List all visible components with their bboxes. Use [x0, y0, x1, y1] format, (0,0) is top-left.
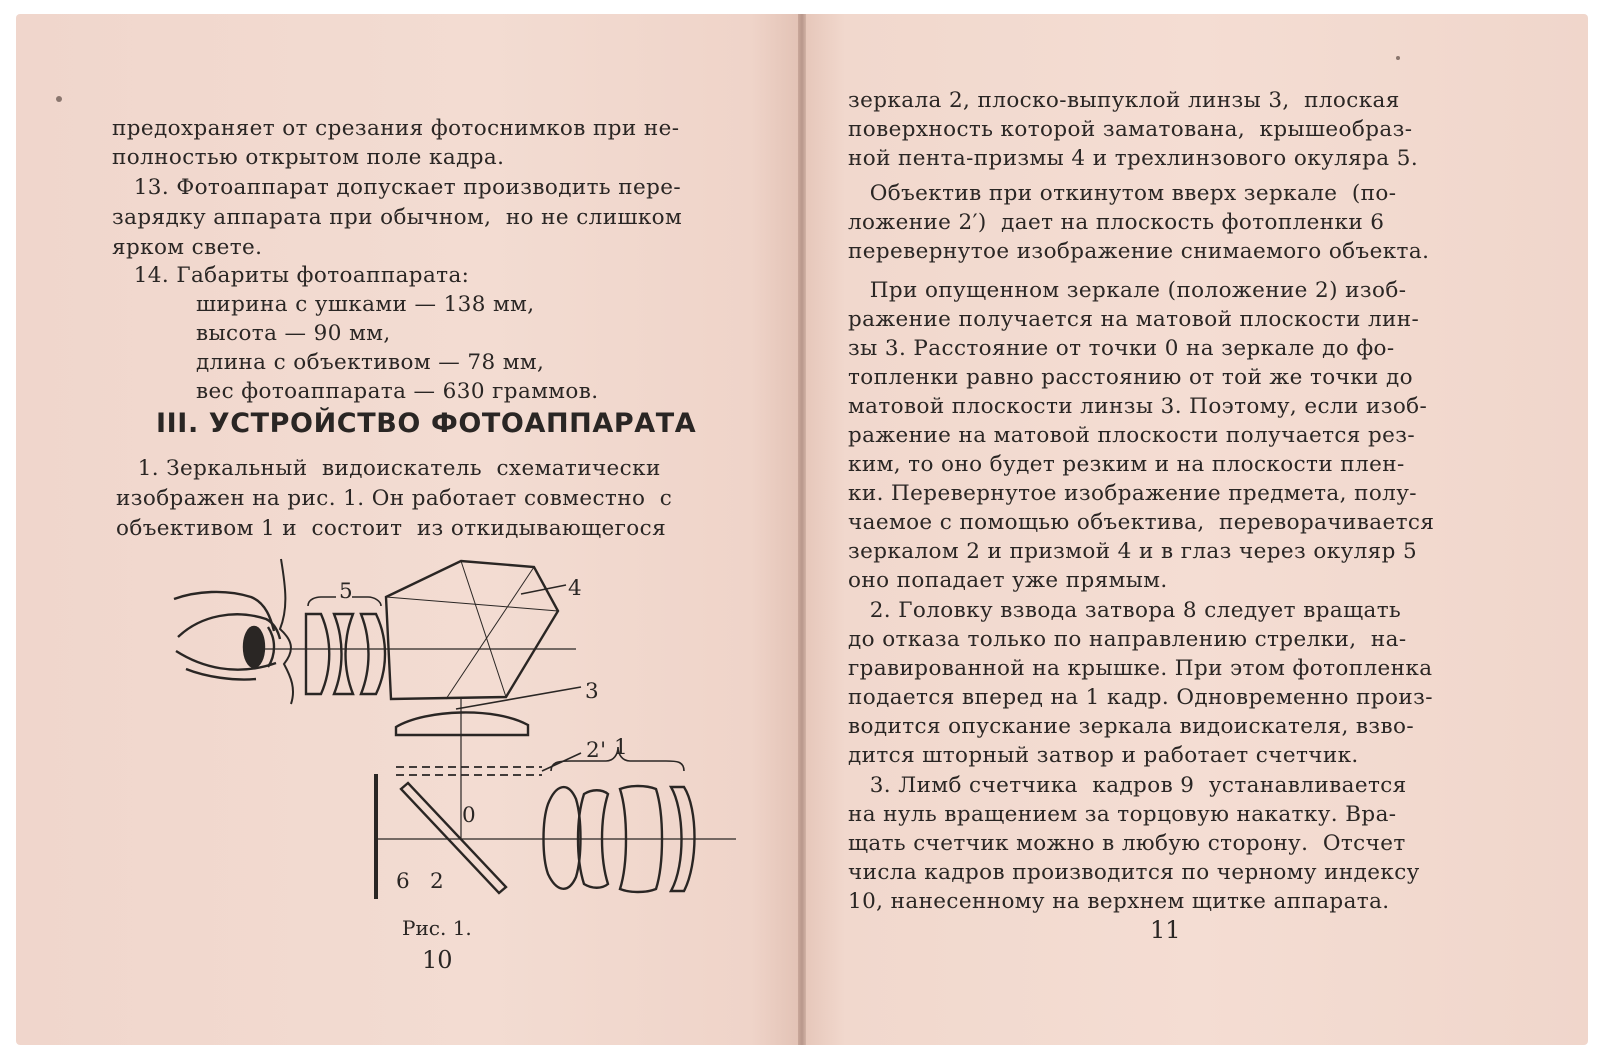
book-gutter: [798, 14, 806, 1045]
left-line: 13. Фотоаппарат допускает производить пере-: [112, 175, 682, 200]
dimension-line: высота — 90 мм,: [196, 321, 391, 346]
right-line: ким, то оно будет резким и на плоскости плен-: [848, 452, 1405, 477]
figure-label-5: 5: [339, 579, 354, 604]
right-line: подается вперед на 1 кадр. Одновременно произ-: [848, 685, 1433, 710]
left-line: предохраняет от срезания фотоснимков при не-: [112, 116, 680, 141]
right-line: чаемое с помощью объектива, переворачивается: [848, 510, 1435, 535]
figure-label-0: 0: [462, 803, 477, 828]
left-line: 14. Габариты фотоаппарата:: [112, 263, 470, 288]
dimension-line: ширина с ушками — 138 мм,: [196, 292, 535, 317]
right-line: ки. Перевернутое изображение предмета, полу-: [848, 481, 1417, 506]
right-line: зеркала 2, плоско-выпуклой линзы 3, плоская: [848, 88, 1400, 113]
right-line: 3. Лимб счетчика кадров 9 устанавливается: [848, 773, 1407, 798]
right-line: ражение получается на матовой плоскости лин-: [848, 307, 1420, 332]
left-line: полностью открытом поле кадра.: [112, 145, 505, 170]
right-line: 10, нанесенному на верхнем щитке аппарата.: [848, 889, 1390, 914]
right-line: щать счетчик можно в любую сторону. Отсчет: [848, 831, 1406, 856]
field-lens: [396, 712, 528, 735]
right-line: на нуль вращением за торцовую накатку. Вра-: [848, 802, 1397, 827]
right-line: 2. Головку взвода затвора 8 следует вращать: [848, 598, 1402, 623]
right-line: перевернутое изображение снимаемого объекта.: [848, 239, 1430, 264]
right-line: дится шторный затвор и работает счетчик.: [848, 743, 1359, 768]
right-line: зеркалом 2 и призмой 4 и в глаз через окуляр 5: [848, 539, 1418, 564]
page-speck: [56, 96, 62, 102]
eyepiece-lens-group: [306, 597, 385, 694]
right-line: Объектив при откинутом вверх зеркале (по-: [848, 181, 1397, 206]
pentaprism: [386, 561, 566, 699]
figure-label-3: 3: [585, 679, 600, 704]
right-line: числа кадров производится по черному индексу: [848, 860, 1420, 885]
dimension-line: вес фотоаппарата — 630 граммов.: [196, 379, 599, 404]
figure-label-2: 2: [430, 869, 445, 894]
figure-caption: Рис. 1.: [402, 916, 472, 940]
right-line: топленки равно расстоянию от той же точки до: [848, 365, 1413, 390]
viewfinder-diagram: [156, 539, 736, 914]
page-number: 10: [422, 946, 453, 974]
right-page: [806, 14, 1588, 1045]
open-booklet: [16, 14, 1588, 1045]
right-line: ложение 2′) дает на плоскость фотопленки 6: [848, 210, 1385, 235]
left-line: зарядку аппарата при обычном, но не слишком: [112, 205, 683, 230]
right-line: зы 3. Расстояние от точки 0 на зеркале до фо-: [848, 336, 1395, 361]
left-line: ярком свете.: [112, 235, 263, 260]
figure-label-2-prime: 2': [586, 738, 607, 763]
left-page: [16, 14, 798, 1045]
right-line: При опущенном зеркале (положение 2) изоб-: [848, 278, 1407, 303]
right-line: ной пента-призмы 4 и трехлинзового окуляра 5.: [848, 146, 1419, 171]
right-line: оно попадает уже прямым.: [848, 568, 1168, 593]
objective-lens-group: [544, 747, 695, 892]
left-line: объективом 1 и состоит из откидывающегося: [116, 516, 667, 541]
dimension-line: длина с объективом — 78 мм,: [196, 350, 545, 375]
page-number: 11: [1150, 916, 1181, 944]
page-speck: [1396, 56, 1400, 60]
reflex-mirror: [401, 783, 506, 893]
figure-label-1: 1: [614, 735, 629, 760]
section-heading: III. УСТРОЙСТВО ФОТОАППАРАТА: [156, 408, 697, 439]
right-line: поверхность которой заматована, крышеобраз-: [848, 117, 1413, 142]
right-line: матовой плоскости линзы 3. Поэтому, если изоб-: [848, 394, 1428, 419]
figure-label-4: 4: [568, 576, 583, 601]
right-line: до отказа только по направлению стрелки, на-: [848, 627, 1407, 652]
right-line: водится опускание зеркала видоискателя, взво-: [848, 714, 1415, 739]
figure-label-6: 6: [396, 869, 411, 894]
left-line: изображен на рис. 1. Он работает совместно с: [116, 486, 673, 511]
left-line: 1. Зеркальный видоискатель схематически: [116, 456, 661, 481]
eye-icon: [174, 592, 280, 680]
right-line: гравированной на крышке. При этом фотопленка: [848, 656, 1433, 681]
right-line: ражение на матовой плоскости получается рез-: [848, 423, 1416, 448]
